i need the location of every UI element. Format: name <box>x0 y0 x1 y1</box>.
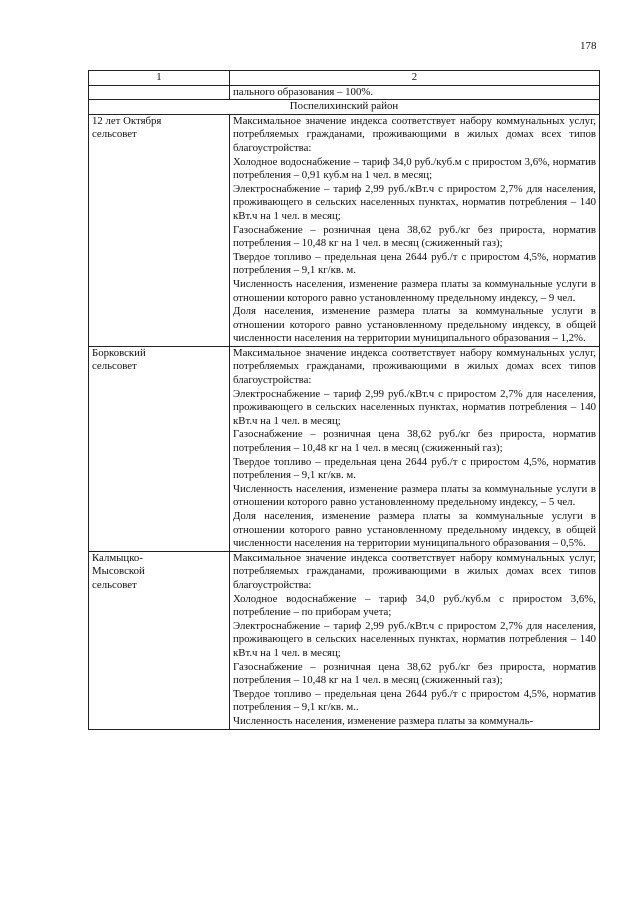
index-table <box>88 70 600 730</box>
description-paragraph: Твердое топливо – предельная цена 2644 руб./т с приростом 4,5%, норматив потребления – 9,1 кг/кв. м. <box>233 455 596 482</box>
description-paragraph: Холодное водоснабжение – тариф 34,0 руб./куб.м с приростом 3,6%, норматив потребления – 0,91 куб.м на 1 чел. в месяц; <box>233 155 596 182</box>
description-paragraph: Максимальное значение индекса соответствует набору коммунальных услуг, потребляемых гражданами, проживающими в жилых домах всех типов благоустройства: <box>233 346 596 387</box>
municipality-name: Борковский сельсовет <box>89 346 230 551</box>
table-row <box>89 551 600 729</box>
description-paragraph: Доля населения, изменение размера платы за коммунальные услуги в отношении которого равно установленному предельному индексу, в общей численности населения на территории муниципального образования – 0,5%. <box>233 510 596 550</box>
description-paragraph: Электроснабжение – тариф 2,99 руб./кВт.ч с приростом 2,7% для населения, проживающего в сельских населенных пунктах, норматив потребления – 140 кВт.ч на 1 чел. в месяц; <box>233 619 596 659</box>
municipality-description <box>230 114 600 346</box>
description-paragraph: Холодное водоснабжение – тариф 34,0 руб./куб.м с приростом 3,6%, потребление – по приборам учета; <box>233 592 596 619</box>
description-paragraph: Газоснабжение – розничная цена 38,62 руб./кг без прироста, норматив потребления – 10,48 кг на 1 чел. в месяц (сжиженный газ); <box>233 223 596 250</box>
header-col-1: 1 <box>89 71 230 86</box>
description-paragraph: Доля населения, изменение размера платы за коммунальные услуги в отношении которого равно установленному предельному индексу, в общей численности населения на территории муниципального образования – 1,2%. <box>233 305 596 345</box>
municipality-description <box>230 346 600 551</box>
table-header-row <box>89 71 600 86</box>
continued-text-cell: пального образования – 100%. <box>230 85 600 100</box>
description-paragraph: Электроснабжение – тариф 2,99 руб./кВт.ч с приростом 2,7% для населения, проживающего в сельских населенных пунктах, норматив потребления – 140 кВт.ч на 1 чел. в месяц; <box>233 387 596 427</box>
description-paragraph: Газоснабжение – розничная цена 38,62 руб./кг без прироста, норматив потребления – 10,48 кг на 1 чел. в месяц (сжиженный газ); <box>233 428 596 455</box>
description-paragraph: Электроснабжение – тариф 2,99 руб./кВт.ч с приростом 2,7% для населения, проживающего в сельских населенных пунктах, норматив потребления – 140 кВт.ч на 1 чел. в месяц; <box>233 182 596 222</box>
description-paragraph: Численность населения, изменение размера платы за коммуналь- <box>233 714 534 727</box>
continued-name-cell <box>89 85 230 100</box>
description-paragraph: Максимальное значение индекса соответствует набору коммунальных услуг, потребляемых гражданами, проживающими в жилых домах всех типов благоустройства: <box>233 114 596 154</box>
description-paragraph: Твердое топливо – предельная цена 2644 руб./т с приростом 4,5%, норматив потребления – 9,1 кг/кв. м. <box>233 250 596 277</box>
description-paragraph: Максимальное значение индекса соответствует набору коммунальных услуг, потребляемых гражданами, проживающими в жилых домах всех типов благоустройства: <box>233 551 596 591</box>
region-row <box>89 100 600 115</box>
table-row <box>89 346 600 551</box>
description-paragraph: Газоснабжение – розничная цена 38,62 руб./кг без прироста, норматив потребления – 10,48 кг на 1 чел. в месяц (сжиженный газ); <box>233 660 596 687</box>
municipality-description <box>230 551 600 729</box>
region-title: Поспелихинский район <box>89 100 600 115</box>
header-col-2: 2 <box>230 71 600 86</box>
municipality-name: 12 лет Октября сельсовет <box>89 114 230 346</box>
municipality-name: Калмыцко- Мысовской сельсовет <box>89 551 230 729</box>
description-paragraph: Численность населения, изменение размера платы за коммунальные услуги в отношении которого равно установленному предельному индексу, – 9 чел. <box>233 277 596 304</box>
description-paragraph: Численность населения, изменение размера платы за коммунальные услуги в отношении которого равно установленному предельному индексу, – 5 чел. <box>233 482 596 509</box>
description-paragraph: Твердое топливо – предельная цена 2644 руб./т с приростом 4,5%, норматив потребления – 9,1 кг/кв. м.. <box>233 687 596 714</box>
table-row <box>89 85 600 100</box>
table-row <box>89 114 600 346</box>
page-number: 178 <box>580 40 597 52</box>
